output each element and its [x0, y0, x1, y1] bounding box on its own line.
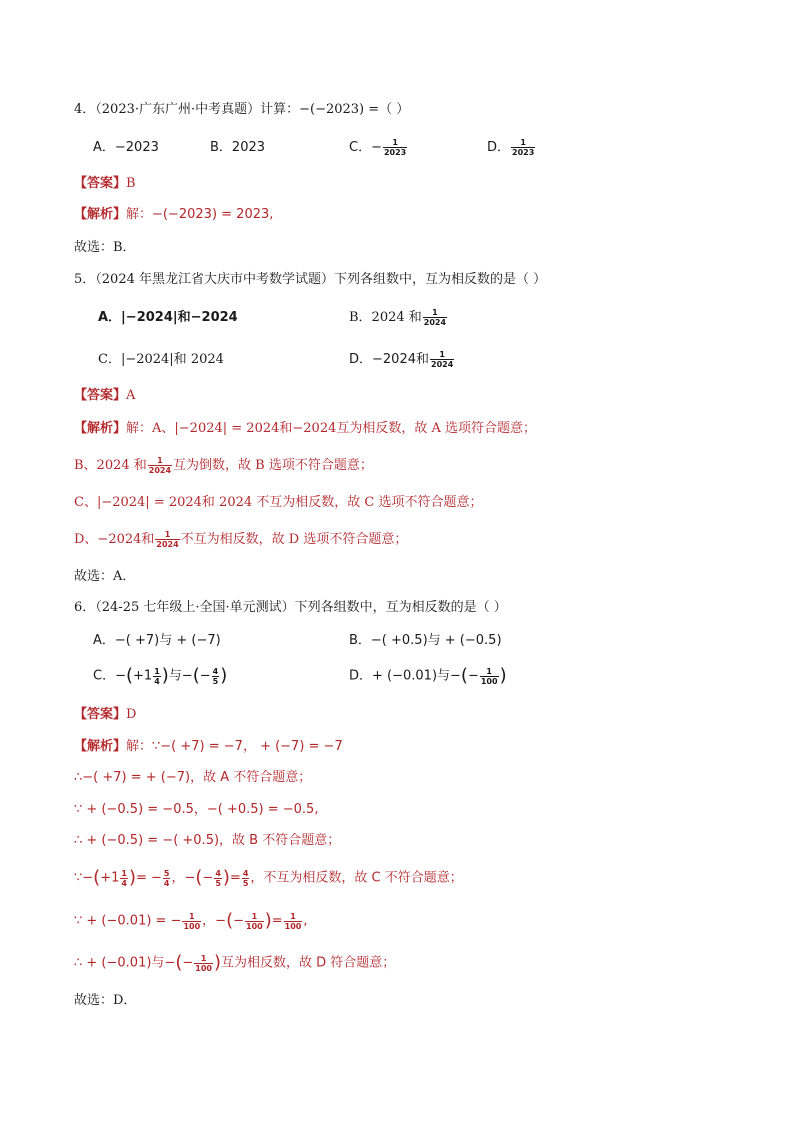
q6-analysis-5	[74, 868, 463, 889]
analysis-4-numerator: 1	[164, 530, 171, 539]
a6-part: =	[271, 913, 283, 929]
answer-value: A	[126, 388, 136, 403]
q4-option-c-denominator: 2023	[383, 148, 407, 157]
q5-analysis-4	[74, 530, 407, 550]
a5-part: +1	[100, 870, 120, 886]
a7-part: −	[182, 955, 194, 971]
analysis-4-denominator: 2024	[156, 540, 179, 549]
analysis-text: 解：−(−2023) = 2023,	[126, 207, 274, 222]
left-paren: (	[175, 952, 183, 973]
numerator: 4	[215, 868, 221, 878]
q4-option-c-numerator: 1	[392, 138, 398, 147]
q5-option-b-denominator: 2024	[423, 318, 447, 327]
q6-option-c-mixed-fraction	[153, 667, 161, 686]
a6-fraction-1	[182, 912, 201, 931]
q5-analysis-2	[74, 456, 373, 476]
q4-option-c	[349, 138, 408, 158]
analysis-text: 解：A、|−2024| = 2024和−2024互为相反数，故 A 选项符合题意；	[126, 421, 537, 436]
right-paren: )	[161, 665, 169, 686]
q6-analysis-7	[74, 953, 395, 974]
q5-option-b	[349, 308, 448, 328]
left-paren: (	[93, 867, 101, 888]
q5-conclusion: 故选：A．	[74, 569, 136, 584]
q4-option-d-fraction	[511, 138, 535, 157]
a6-fraction-3	[284, 912, 303, 931]
analysis-2-numerator: 1	[157, 456, 163, 465]
a5-fraction-3	[242, 869, 250, 888]
answer-value: B	[126, 176, 136, 191]
denominator: 5	[242, 878, 249, 888]
a5-part: −	[202, 870, 214, 886]
a7-fraction	[194, 954, 213, 973]
q5-option-c: C．|−2024|和 2024	[98, 352, 224, 367]
denominator: 100	[183, 921, 201, 931]
analysis-4-fraction	[155, 530, 179, 549]
analysis-text: 解：∵−( +7) = −7， + (−7) = −7	[126, 739, 343, 754]
left-paren: (	[460, 665, 468, 686]
right-paren: )	[499, 665, 507, 686]
q6-option-c-prefix: C．−	[93, 668, 126, 684]
q6-option-d-prefix: D．+ (−0.01)与−	[349, 668, 461, 684]
q6-option-a: A．−( +7)与 + (−7)	[93, 633, 221, 648]
analysis-2-prefix: B、2024 和	[74, 458, 147, 473]
left-paren: (	[195, 867, 203, 888]
denominator: 100	[195, 963, 212, 973]
denominator: 4	[163, 878, 170, 888]
right-paren: )	[213, 952, 221, 973]
q6-option-c-plus: +1	[133, 668, 153, 684]
numerator: 4	[242, 868, 249, 878]
denominator: 5	[215, 878, 221, 888]
mixed-denominator: 4	[154, 676, 160, 686]
q5-option-b-numerator: 1	[432, 308, 438, 317]
q4-option-d-numerator: 1	[520, 138, 526, 147]
q5-option-d-denominator: 2024	[431, 360, 454, 369]
q6-option-d	[349, 666, 507, 687]
q6-analysis-6	[74, 911, 308, 932]
numerator: 5	[163, 868, 170, 878]
q5-option-b-prefix: B．2024 和	[349, 310, 422, 325]
a6-fraction-2	[245, 912, 264, 931]
q4-option-a: A．−2023	[93, 140, 159, 155]
answer-value: D	[126, 707, 137, 722]
q4-option-d	[487, 138, 536, 158]
q5-option-d	[349, 350, 455, 370]
denominator: 4	[121, 878, 127, 888]
analysis-2-denominator: 2024	[148, 466, 172, 475]
answer-tag: 【答案】	[74, 176, 127, 191]
a5-part: ，−	[171, 870, 196, 886]
denominator: 100	[246, 921, 263, 931]
left-paren: (	[125, 665, 134, 686]
numerator: 1	[189, 911, 195, 921]
analysis-2-fraction	[148, 456, 172, 475]
numerator: 1	[251, 911, 258, 921]
a5-part: = −	[135, 870, 162, 886]
analysis-tag: 【解析】	[74, 739, 127, 754]
q4-option-d-prefix: D．	[487, 140, 511, 155]
a7-part: ∴ + (−0.01)与−	[74, 955, 176, 971]
left-paren: (	[192, 665, 200, 686]
q6-analysis-4: ∴ + (−0.5) = −( +0.5)，故 B 不符合题意；	[74, 833, 341, 848]
q4-answer	[74, 174, 136, 194]
analysis-tag: 【解析】	[74, 421, 127, 436]
denominator: 100	[284, 921, 302, 931]
q5-analysis-3: C、|−2024| = 2024和 2024 不互为相反数，故 C 选项不符合题意；	[74, 495, 483, 510]
numerator: 1	[290, 911, 296, 921]
analysis-4-suffix: 不互为相反数，故 D 选项不符合题意；	[180, 532, 408, 547]
q6-conclusion: 故选：D．	[74, 993, 137, 1008]
q5-answer	[74, 386, 135, 406]
a5-part: ，不互为相反数，故 C 不符合题意；	[250, 870, 463, 886]
a6-part: ∵ + (−0.01) = −	[74, 913, 182, 929]
a5-part: =	[229, 870, 241, 886]
right-paren: )	[220, 665, 228, 686]
q6-option-c	[93, 666, 227, 687]
q5-option-d-prefix: D．−2024和	[349, 352, 429, 367]
left-paren: (	[226, 910, 234, 931]
q5-stem: 5．（2024 年黑龙江省大庆市中考数学试题）下列各组数中，互为相反数的是（ ）	[74, 272, 547, 287]
q6-option-d-fraction	[480, 667, 499, 686]
a6-part: −	[233, 913, 245, 929]
a5-fraction-2	[214, 869, 222, 888]
a6-part: ，−	[202, 913, 227, 929]
q6-option-c-fraction	[212, 667, 220, 686]
analysis-4-prefix: D、−2024和	[74, 532, 155, 547]
q4-option-b: B．2023	[210, 140, 266, 155]
q5-option-a: A．|−2024|和−2024	[98, 310, 238, 325]
q6-stem: 6．（24-25 七年级上·全国·单元测试）下列各组数中，互为相反数的是（ ）	[74, 600, 507, 615]
denominator: 100	[480, 676, 498, 686]
a5-mixed-fraction	[120, 869, 128, 888]
q4-option-d-denominator: 2023	[512, 148, 535, 157]
a5-part: ∵−	[74, 870, 94, 886]
right-paren: )	[128, 867, 136, 888]
a5-fraction-1	[163, 869, 171, 888]
q6-option-c-minus: −	[199, 668, 211, 684]
numerator: 1	[200, 953, 207, 963]
numerator: 1	[486, 666, 492, 676]
q4-option-c-fraction	[383, 138, 407, 157]
a6-part: ,	[303, 913, 308, 929]
right-paren: )	[264, 910, 272, 931]
q4-analysis-1	[74, 205, 273, 225]
answer-tag: 【答案】	[74, 707, 127, 722]
q6-analysis-1	[74, 737, 343, 757]
q5-option-d-numerator: 1	[439, 350, 445, 359]
q5-option-d-fraction	[430, 350, 454, 369]
q4-option-c-prefix: C．−	[349, 140, 382, 155]
q6-answer	[74, 705, 136, 725]
answer-tag: 【答案】	[74, 388, 127, 403]
numerator: 1	[121, 868, 127, 878]
right-paren: )	[222, 867, 230, 888]
q4-stem: 4．（2023·广东广州·中考真题）计算：−(−2023) =（ ）	[74, 102, 410, 117]
q6-analysis-3: ∵ + (−0.5) = −0.5，−( +0.5) = −0.5,	[74, 802, 319, 817]
analysis-tag: 【解析】	[74, 207, 127, 222]
q6-option-d-minus: −	[467, 668, 479, 684]
numerator: 4	[212, 666, 219, 676]
q6-analysis-2: ∴−( +7) = + (−7)，故 A 不符合题意；	[74, 770, 312, 785]
analysis-2-suffix: 互为倒数，故 B 选项不符合题意；	[173, 458, 373, 473]
q4-conclusion: 故选：B．	[74, 240, 136, 255]
q6-option-c-mid: 与−	[168, 668, 193, 684]
mixed-numerator: 1	[154, 666, 160, 676]
q5-analysis-1	[74, 419, 536, 439]
a7-part: 互为相反数，故 D 符合题意；	[220, 955, 396, 971]
q5-option-b-fraction	[423, 308, 447, 327]
denominator: 5	[212, 676, 219, 686]
q6-option-b: B．−( +0.5)与 + (−0.5)	[349, 633, 502, 648]
